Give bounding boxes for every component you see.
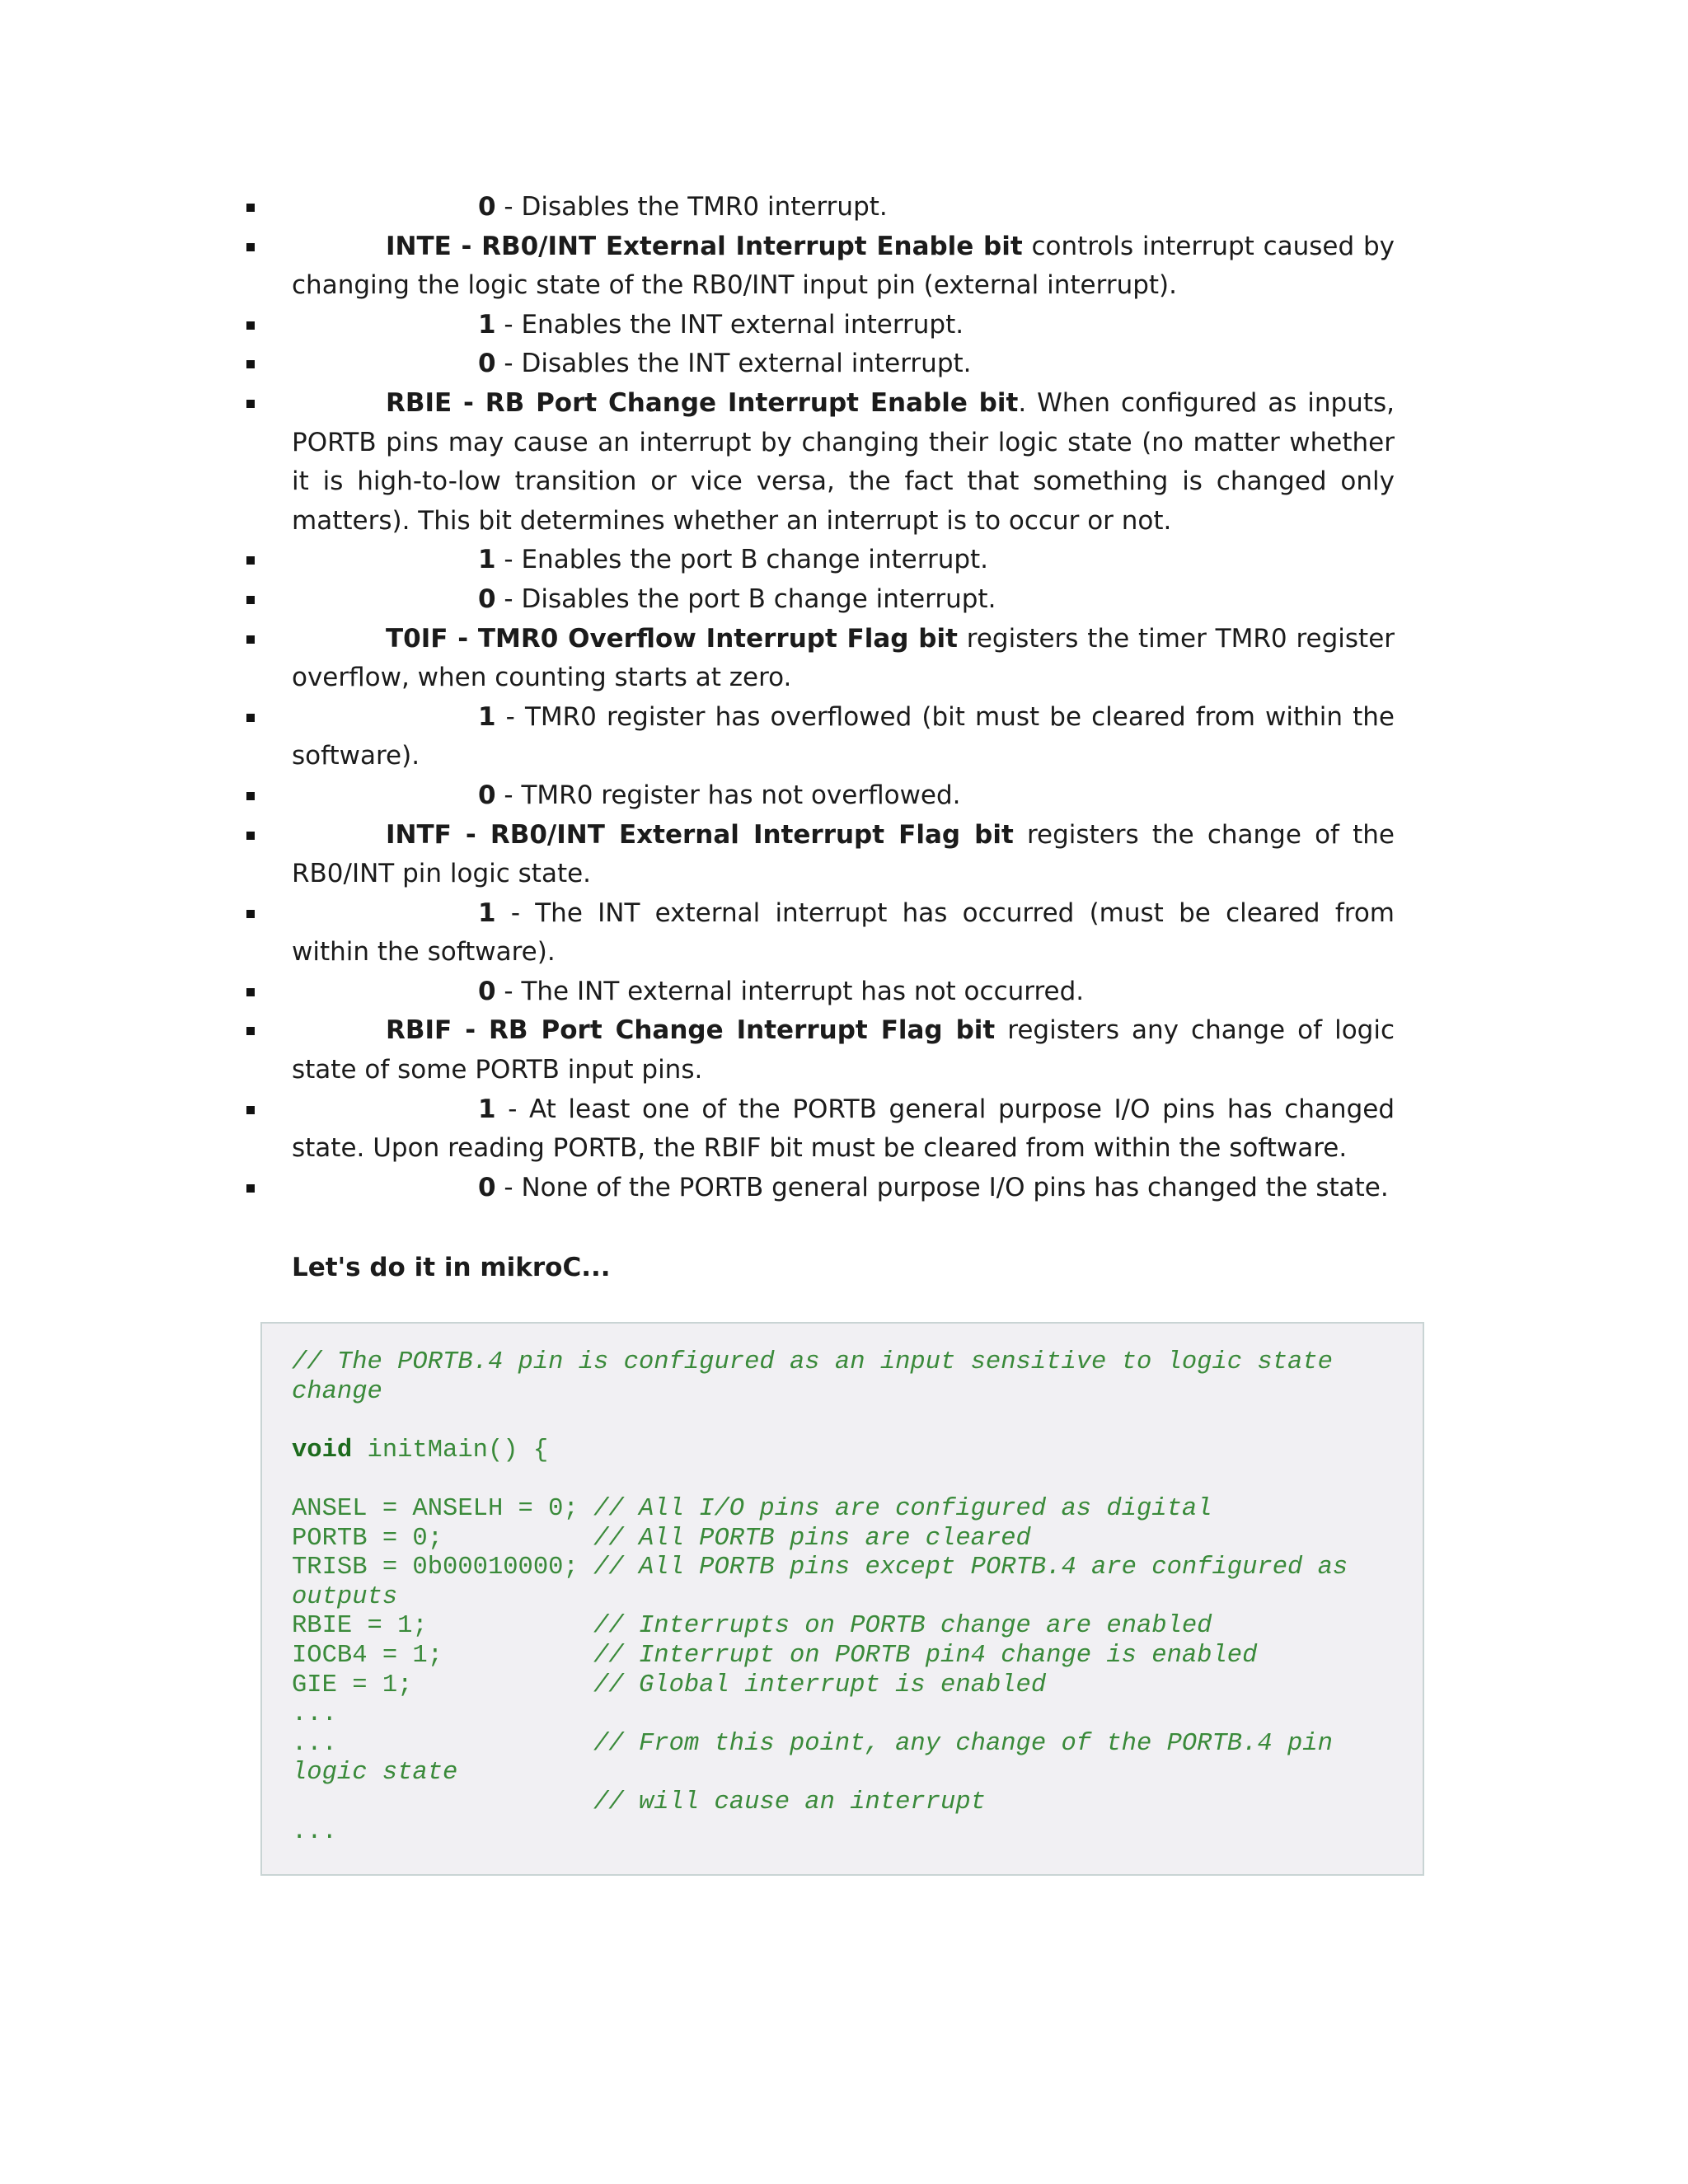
list-item [292,384,1395,541]
bullet-square-icon [246,556,255,565]
code-statement: ... [292,1700,337,1729]
item-description: registers the timer TMR0 register overflow, when counting starts at zero. [292,623,1395,693]
item-term: RBIE - RB Port Change Interrupt Enable bit [386,387,1019,418]
item-term: RBIF - RB Port Change Interrupt Flag bit [386,1015,996,1046]
code-keyword: void [292,1436,353,1465]
code-comment: // All I/O pins are configured as digital [593,1494,1212,1523]
section-heading: Let's do it in mikroC... [292,1253,611,1282]
code-comment: // Interrupt on PORTB pin4 change is enabled [593,1641,1258,1670]
code-statement: PORTB = 0; [292,1524,594,1553]
bullet-square-icon [246,635,255,644]
item-description: registers the change of the RB0/INT pin logic state. [292,819,1395,889]
list-item [292,698,1395,776]
item-description: controls interrupt caused by changing the logic state of the RB0/INT input pin (external interrupt). [292,231,1395,301]
item-description: . When configured as inputs, PORTB pins may cause an interrupt by changing their logic state (no matter whether it is high-to-low transition or vice versa, the fact that something is changed only matters). This bit determines whether an interrupt is to occur or not. [292,387,1395,536]
item-term: 0 [478,349,496,379]
code-comment: // Global interrupt is enabled [593,1671,1047,1699]
code-comment: // From this point, any change of the PORTB.4 pin logic state [292,1729,1333,1788]
code-statement: ANSEL = ANSELH = 0; [292,1494,594,1523]
item-term: 0 [478,780,496,810]
item-description: - Disables the TMR0 interrupt. [495,192,888,222]
item-description: registers any change of logic state of some PORTB input pins. [292,1015,1395,1085]
item-term: T0IF - TMR0 Overflow Interrupt Flag bit [386,623,958,654]
code-statement: IOCB4 = 1; [292,1641,594,1670]
code-comment: // The PORTB.4 pin is configured as an input sensitive to logic state change [292,1348,1333,1406]
item-term: INTE - RB0/INT External Interrupt Enable bit [386,231,1023,261]
list-item [292,816,1395,894]
bullet-square-icon [246,321,255,330]
item-description: - TMR0 register has overflowed (bit must be cleared from within the software). [292,701,1395,771]
item-description: - TMR0 register has not overflowed. [495,780,961,810]
code-statement: ... [292,1817,337,1846]
bullet-square-icon [246,832,255,840]
code-statement: RBIE = 1; [292,1612,594,1641]
item-term: 0 [478,1172,496,1202]
list-item [292,1090,1395,1169]
list-item [292,776,1395,816]
code-statement: ... [292,1729,594,1758]
code-comment: // All PORTB pins except PORTB.4 are configured as outputs [292,1554,1348,1611]
code-statement: GIE = 1; [292,1671,594,1699]
item-term: 0 [478,192,496,222]
bullet-square-icon [246,204,255,212]
bullet-square-icon [246,1027,255,1035]
item-description: - The INT external interrupt has not occurred. [495,976,1085,1006]
code-block [292,1348,1348,1847]
list-item [292,541,1395,580]
item-description: - Enables the INT external interrupt. [495,309,964,340]
bullet-square-icon [246,400,255,408]
item-description: - At least one of the PORTB general purpose I/O pins has changed state. Upon reading PORTB, the RBIF bit must be cleared from within the software. [292,1094,1395,1164]
item-term: INTF - RB0/INT External Interrupt Flag bit [386,819,1014,850]
bullet-square-icon [246,243,255,251]
bullet-square-icon [246,910,255,918]
item-term: 1 [478,545,496,575]
bullet-square-icon [246,988,255,996]
code-statement: TRISB = 0b00010000; [292,1554,594,1582]
item-description: - Disables the INT external interrupt. [495,349,972,379]
register-bit-list [292,188,1395,1207]
list-item [292,344,1395,384]
item-description: - The INT external interrupt has occurred (must be cleared from within the software). [292,898,1395,968]
list-item [292,894,1395,972]
item-description: - Enables the port B change interrupt. [495,545,989,575]
bullet-square-icon [246,792,255,800]
list-item [292,1169,1395,1208]
list-item [292,620,1395,698]
code-comment: // Interrupts on PORTB change are enabled [593,1612,1212,1641]
item-term: 1 [478,898,496,928]
list-item [292,580,1395,620]
item-description: - None of the PORTB general purpose I/O pins has changed the state. [495,1172,1389,1202]
bullet-square-icon [246,1106,255,1114]
bullet-square-icon [246,360,255,368]
item-term: 1 [478,309,496,340]
code-statement [292,1788,593,1816]
list-item [292,306,1395,345]
list-item [292,1011,1395,1090]
code-comment: // All PORTB pins are cleared [593,1524,1031,1553]
bullet-square-icon [246,596,255,604]
item-term: 1 [478,1094,496,1124]
item-term: 1 [478,701,496,732]
code-function-signature: initMain() { [352,1436,549,1465]
list-item [292,188,1395,227]
list-item [292,227,1395,306]
item-description: - Disables the port B change interrupt. [495,583,996,614]
code-comment: // will cause an interrupt [593,1788,986,1816]
list-item [292,972,1395,1012]
item-term: 0 [478,583,496,614]
bullet-square-icon [246,714,255,722]
item-term: 0 [478,976,496,1006]
bullet-square-icon [246,1184,255,1193]
